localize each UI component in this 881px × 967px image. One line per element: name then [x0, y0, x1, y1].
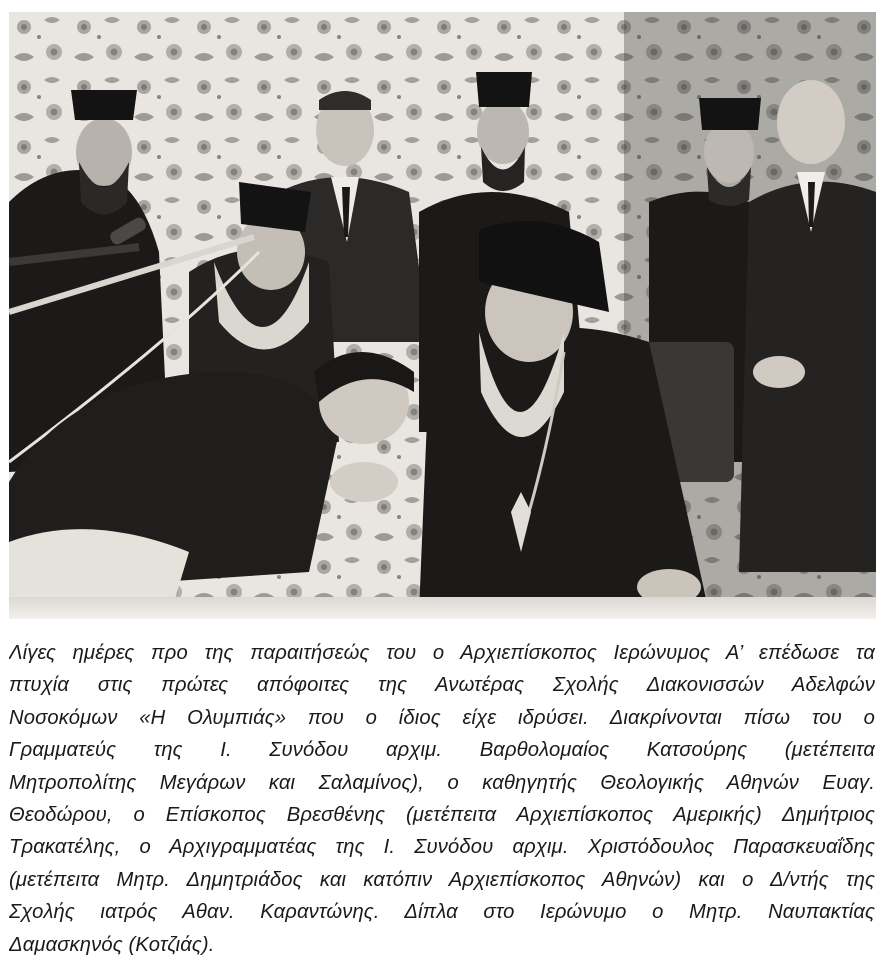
- caption-line: Δαμασκηνός (Κοτζιάς).: [9, 933, 215, 956]
- caption-line: Γραμματεύς της Ι. Συνόδου αρχιμ. Βαρθολομαίος Κατσούρης (μετέπειτα: [9, 739, 875, 762]
- caption-line: Θεοδώρου, ο Επίσκοπος Βρεσθένης (μετέπειτα Αρχιεπίσκοπος Αμερικής) Δημήτριος: [9, 804, 875, 827]
- caption-line: Σχολής ιατρός Αθαν. Καραντώνης. Δίπλα στο Ιερώνυμο ο Μητρ. Ναυπακτίας: [9, 901, 875, 924]
- caption-line: Λίγες ημέρες προ της παραιτήσεώς του ο Αρχιεπίσκοπος Ιερώνυμος Α’ επέδωσε τα: [9, 642, 875, 664]
- photograph-illustration: [9, 12, 876, 619]
- caption-line: Μητροπολίτης Μεγάρων και Σαλαμίνος), ο καθηγητής Θεολογικής Αθηνών Ευαγ.: [9, 771, 875, 794]
- caption-line: Νοσοκόμων «Η Ολυμπιάς» που ο ίδιος είχε ιδρύσει. Διακρίνονται πίσω του ο: [9, 706, 875, 729]
- caption-line: πτυχία στις πρώτες απόφοιτες της Ανωτέρας Σχολής Διακονισσών Αδελφών: [9, 674, 875, 697]
- caption-line: Τρακατέλης, ο Αρχιγραμματέας της Ι. Συνόδου αρχιμ. Χριστόδουλος Παρασκευαΐδης: [9, 836, 875, 859]
- photo-caption: [9, 637, 875, 961]
- table-edge: [9, 597, 876, 619]
- archival-photograph: [9, 12, 876, 619]
- caption-line: (μετέπειτα Μητρ. Δημητριάδος και κατόπιν Αρχιεπίσκοπος Αθηνών) και ο Δ/ντής της: [9, 868, 875, 891]
